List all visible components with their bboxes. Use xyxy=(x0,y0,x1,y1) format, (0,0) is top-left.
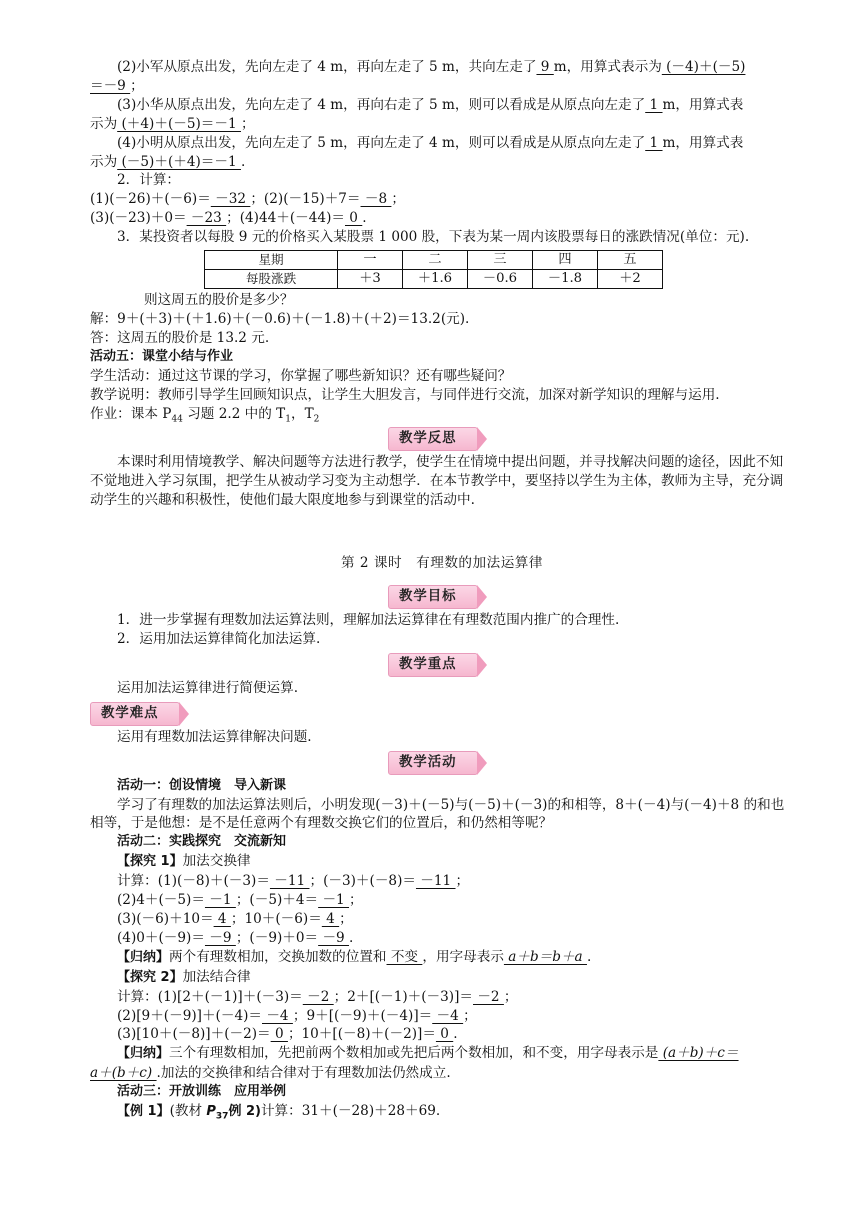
table-cell: 二 xyxy=(403,251,468,270)
explore1-row1: 计算：(1)(－8)＋(－3)＝ －11 ；(－3)＋(－8)＝ －11 ； xyxy=(117,873,470,890)
activity-banner: 教学活动 xyxy=(388,751,478,775)
table-cell: －1.8 xyxy=(533,270,598,289)
answer-blank: 4 xyxy=(213,911,231,927)
activity5-homework: 作业：课本 $P_{44}$ 习题 2.2 中的 $T_1$，$T_2$ xyxy=(90,405,320,425)
q2-heading: 2．计算： xyxy=(117,172,181,189)
activity3-title: 活动三：开放训练 应用举例 xyxy=(117,1084,287,1100)
table-cell: 一 xyxy=(338,251,403,270)
difficulty-text: 运用有理数加法运算律解决问题. xyxy=(117,728,312,745)
table-cell: ＋3 xyxy=(338,270,403,289)
explore2-row2: (2)[9＋(－9)]＋(－4)＝ －4 ；9＋[(－9)＋(－4)]＝ －4 ； xyxy=(117,1007,477,1024)
explore1-row2: (2)4＋(－5)＝ －1 ；(－5)＋4＝ －1 ； xyxy=(117,892,363,909)
answer-blank: 1 xyxy=(645,134,663,151)
explore1-row4: (4)0＋(－9)＝ －9 ；(－9)＋0＝ －9 . xyxy=(117,929,354,946)
answer-blank: a＋(b＋c) xyxy=(90,1065,157,1082)
arrow-icon xyxy=(477,751,487,775)
table-cell: 五 xyxy=(598,251,663,270)
activity2-title: 活动二：实践探究 交流新知 xyxy=(117,834,287,850)
answer-blank: (＋4)＋(－5)＝－1 xyxy=(117,115,241,132)
goal-2: 2．运用加法运算律简化加法运算. xyxy=(117,630,321,647)
q3-text: 3．某投资者以每股 9 元的价格买入某股票 1 000 股，下表为某一周内该股票每日的涨跌情况(单位：元). xyxy=(117,229,750,246)
answer-blank: －23 xyxy=(186,210,227,227)
key-points-text: 运用加法运算律进行简便运算. xyxy=(117,679,299,696)
q1-part4-line2: 示为 (－5)＋(＋4)＝－1 . xyxy=(90,153,246,170)
activity1-title: 活动一：创设情境 导入新课 xyxy=(117,777,287,793)
answer-blank: －1 xyxy=(204,892,236,909)
answer-blank: 0 xyxy=(270,1026,288,1043)
reflection-banner: 教学反思 xyxy=(388,427,478,451)
goals-banner: 教学目标 xyxy=(388,585,478,609)
activity1-text: 学习了有理数的加法运算法则后，小明发现(－3)＋(－5)与(－5)＋(－3)的和相等，8＋(－4)与(－4)＋8 的和也相等，于是他想：是不是任意两个有理数交换它们的位置后，和仍然相等呢？ xyxy=(90,796,785,832)
answer-blank: 0 xyxy=(344,210,363,227)
arrow-icon xyxy=(477,653,487,677)
answer-blank: －4 xyxy=(262,1007,293,1024)
answer-blank: －9 xyxy=(318,929,350,946)
answer-blank: 0 xyxy=(435,1026,454,1043)
q1-part3-line2: 示为 (＋4)＋(－5)＝－1 ； xyxy=(90,115,255,132)
lesson-title: 第 2 课时 有理数的加法运算律 xyxy=(340,555,543,572)
difficulty-banner: 教学难点 xyxy=(90,702,180,726)
answer-blank: －32 xyxy=(210,191,251,208)
summary2-line1: 【归纳】三个有理数相加，先把前两个数相加或先把后两个数相加，和不变，用字母表示是 (a＋b)＋c＝ xyxy=(117,1045,739,1062)
answer-blank: －8 xyxy=(360,191,392,208)
table-cell: 四 xyxy=(533,251,598,270)
activity5-teacher: 教学说明：教师引导学生回顾知识点，让学生大胆发言，与同伴进行交流，加深对新学知识的理解与运用. xyxy=(90,386,720,403)
q1-part4-line1: (4)小明从原点出发，先向左走了 5 m，再向左走了 4 m，则可以看成是从原点向左走了 1 m，用算式表 xyxy=(117,134,744,151)
answer-blank: －11 xyxy=(269,873,310,890)
table-cell: －0.6 xyxy=(468,270,533,289)
answer-blank: (－5)＋(＋4)＝－1 xyxy=(117,153,241,170)
example1: 【例 1】(教材 $P_{37}$例 2)计算：31＋(－28)＋28＋69. xyxy=(117,1103,441,1122)
table-row xyxy=(205,270,663,289)
summary2-line2: a＋(b＋c) .加法的交换律和结合律对于有理数加法仍然成立. xyxy=(90,1065,451,1082)
answer-blank: －9 xyxy=(204,929,236,946)
table-cell: 每股涨跌 xyxy=(205,270,338,289)
answer-blank: 1 xyxy=(645,96,663,113)
explore1-row3: (3)(－6)＋10＝ 4 ；10＋(－6)＝ 4 ； xyxy=(117,911,353,927)
explore2-row1: 计算：(1)[2＋(－1)]＋(－3)＝ －2 ；2＋[(－1)＋(－3)]＝ －2 ； xyxy=(117,988,518,1005)
summary1: 【归纳】两个有理数相加，交换加数的位置和 不变 ，用字母表示 a＋b＝b＋a . xyxy=(117,948,592,965)
q1-part3-line1: (3)小华从原点出发，先向左走了 4 m，再向右走了 5 m，则可以看成是从原点向左走了 1 m，用算式表 xyxy=(117,96,744,113)
table-cell: ＋1.6 xyxy=(403,270,468,289)
answer-blank: 不变 xyxy=(386,948,423,965)
table-cell: 星期 xyxy=(205,251,338,270)
answer-blank: －1 xyxy=(318,892,350,909)
answer-blank: －2 xyxy=(473,988,504,1005)
arrow-icon xyxy=(477,585,487,609)
q3-question: 则这周五的股价是多少？ xyxy=(144,292,294,309)
stock-change-table xyxy=(204,250,663,289)
explore1-heading: 【探究 1】加法交换律 xyxy=(117,853,251,870)
arrow-icon xyxy=(179,702,189,726)
answer-blank: 4 xyxy=(321,911,340,927)
q3-answer: 答：这周五的股价是 13.2 元. xyxy=(90,329,270,346)
answer-blank: ＝－9 xyxy=(90,77,131,94)
answer-blank: －2 xyxy=(302,988,334,1005)
table-row xyxy=(205,251,663,270)
reflection-text: 本课时利用情境教学、解决问题等方法进行教学，使学生在情境中提出问题，并寻找解决问题的途径，因此不知不觉地进入学习氛围，把学生从被动学习变为主动想学．在本节教学中，要坚持以学生为主体，教师为主导，充分调动学生的兴趣和积极性，使他们最大限度地参与到课堂的活动中. xyxy=(90,454,784,509)
activity5-title: 活动五：课堂小结与作业 xyxy=(90,348,234,364)
goal-1: 1．进一步掌握有理数加法运算法则，理解加法运算律在有理数范围内推广的合理性. xyxy=(117,612,620,629)
q3-solution: 解：9＋(＋3)＋(＋1.6)＋(－0.6)＋(－1.8)＋(＋2)＝13.2(元). xyxy=(90,310,470,327)
answer-blank: 9 xyxy=(536,59,554,75)
explore2-heading: 【探究 2】加法结合律 xyxy=(117,968,251,985)
key-points-banner: 教学重点 xyxy=(388,653,478,677)
answer-blank: (－4)＋(－5) xyxy=(661,59,746,75)
arrow-icon xyxy=(477,427,487,451)
answer-blank: －11 xyxy=(415,873,456,890)
answer-blank: (a＋b)＋c＝ xyxy=(658,1045,739,1062)
answer-blank: －4 xyxy=(432,1007,464,1024)
table-cell: ＋2 xyxy=(598,270,663,289)
q2-row2: (3)(－23)＋0＝ －23 ；(4)44＋(－44)＝ 0 . xyxy=(90,210,367,227)
activity5-student: 学生活动：通过这节课的学习，你掌握了哪些新知识？还有哪些疑问？ xyxy=(90,367,512,384)
explore2-row3: (3)[10＋(－8)]＋(－2)＝ 0 ；10＋[(－8)＋(－2)]＝ 0 . xyxy=(117,1026,458,1043)
q2-row1: (1)(－26)＋(－6)＝ －32 ；(2)(－15)＋7＝ －8 ； xyxy=(90,191,406,208)
answer-blank: a＋b＝b＋a xyxy=(503,948,587,965)
table-cell: 三 xyxy=(468,251,533,270)
q1-part2-line1: (2)小军从原点出发，先向左走了 4 m，再向左走了 5 m，共向左走了 9 m，用算式表示为 (－4)＋(－5) xyxy=(117,59,746,75)
q1-part2-line2: ＝－9 ； xyxy=(90,77,144,94)
